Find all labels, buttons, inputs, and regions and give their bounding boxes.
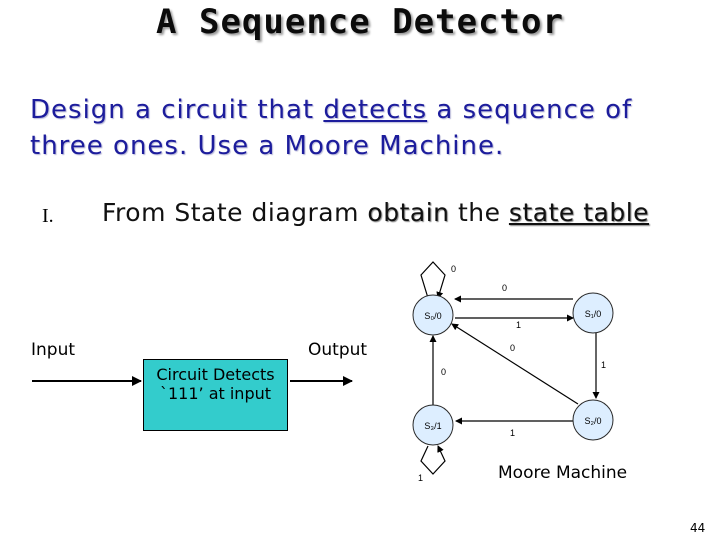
- edge-label-s0-to-s1: 1: [516, 320, 522, 330]
- edge-label-s0-self: 0: [451, 264, 457, 274]
- state-s2-label: S₂/0: [584, 416, 602, 426]
- input-label: Input: [31, 340, 76, 360]
- slide-title: A Sequence Detector: [156, 2, 564, 42]
- edge-label-s2-to-s0: 0: [510, 343, 516, 353]
- state-s1-label: S₁/0: [584, 309, 602, 319]
- page-number: 44: [690, 521, 706, 535]
- output-label: Output: [308, 340, 368, 360]
- moore-machine-caption: Moore Machine: [498, 463, 628, 483]
- step-text-a: From State diagram: [102, 198, 368, 227]
- state-s3: [413, 405, 453, 445]
- circuit-box-line-1: Circuit Detects: [156, 365, 275, 384]
- step-keyword-state-table: state table: [508, 198, 650, 227]
- edge-label-s3-to-s0: 0: [441, 367, 447, 377]
- edge-s2-to-s0: [452, 324, 578, 404]
- edge-label-s3-self: 1: [418, 473, 424, 483]
- state-s1: [573, 293, 613, 333]
- edge-label-s1-to-s0: 0: [502, 283, 508, 293]
- state-s0: [413, 295, 453, 335]
- edge-label-s2-to-s3: 1: [510, 428, 516, 438]
- step-keyword-obtain: obtain: [367, 198, 450, 227]
- problem-keyword-detects: detects: [323, 95, 428, 125]
- step-text-c: the: [449, 198, 509, 227]
- state-s3-label: S₃/1: [424, 421, 442, 431]
- state-s2: [573, 400, 613, 440]
- problem-line-1-end: a sequence of: [427, 95, 633, 125]
- edge-label-s1-to-s2: 1: [601, 360, 607, 370]
- problem-line-1-start: Design a circuit that: [30, 95, 324, 125]
- problem-line-2: three ones. Use a Moore Machine.: [30, 131, 505, 161]
- state-s0-label: S₀/0: [424, 311, 442, 321]
- edge-s3-self-loop: [421, 446, 445, 474]
- edge-s0-self-loop: [421, 262, 445, 298]
- circuit-box-line-2: `111’ at input: [159, 384, 272, 403]
- step-number: I.: [42, 205, 54, 227]
